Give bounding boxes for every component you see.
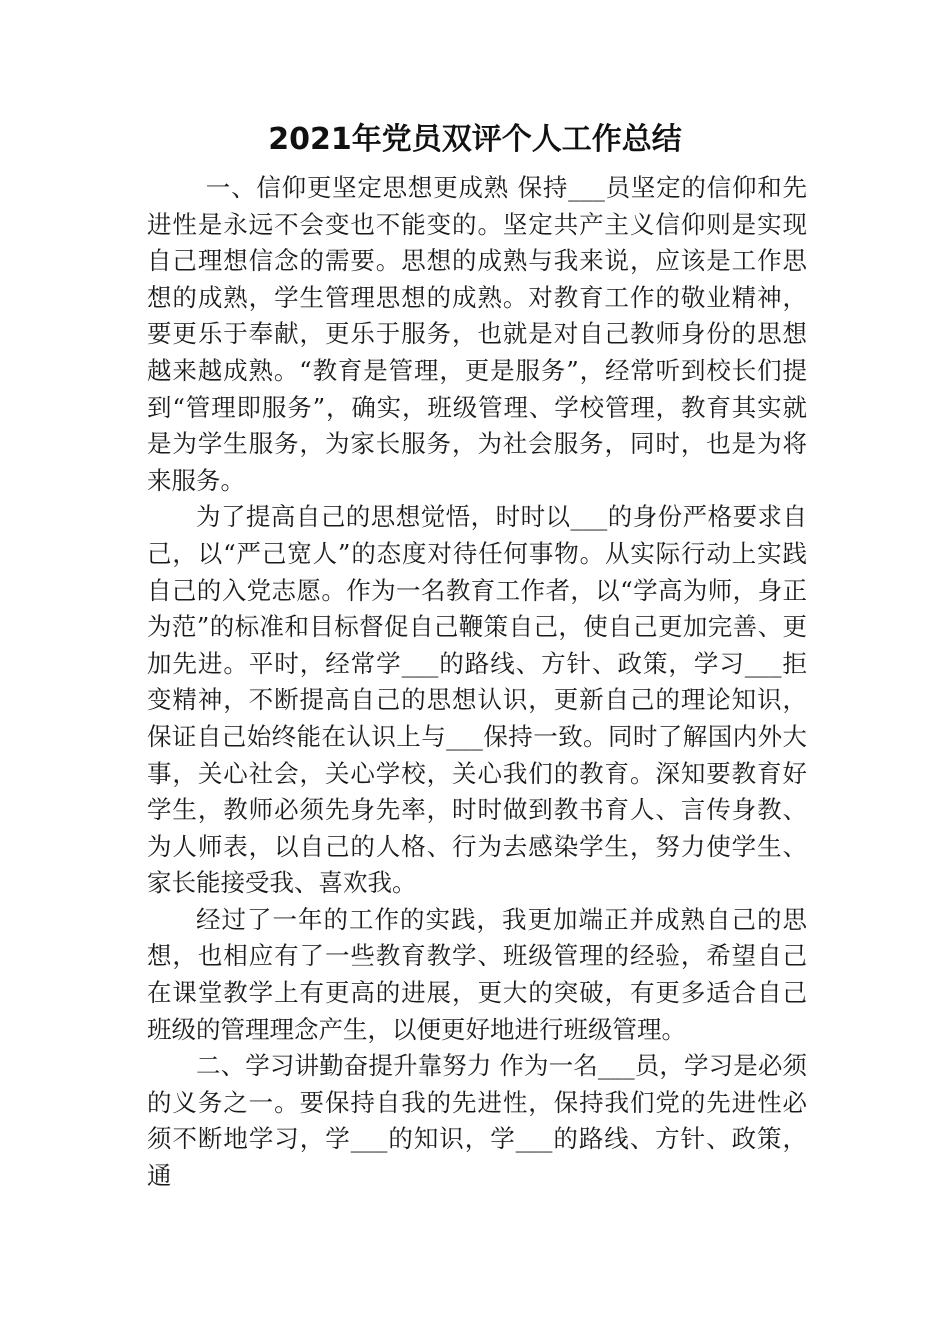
document-title: 2021年党员双评个人工作总结: [268, 122, 682, 157]
paragraph-awareness: 为了提高自己的思想觉悟，时时以___的身份严格要求自己，以“严己宽人”的态度对待任何事物。从实际行动上实践自己的入党志愿。作为一名教育工作者，以“学高为师，身正为范”的标准和目标督促自己鞭策自己，使自己更加完善、更加先进。平时，经常学___的路线、方针、政策，学习___拒变精神，不断提高自己的思想认识，更新自己的理论知识，保证自己始终能在认识上与___保持一致。同时了解国内外大事，关心社会，关心学校，关心我们的教育。深知要教育好学生，教师必须先身先率，时时做到教书育人、言传身教、为人师表，以自己的人格、行为去感染学生，努力使学生、家长能接受我、喜欢我。: [147, 502, 807, 898]
paragraph-study: 二、学习讲勤奋提升靠努力 作为一名___员，学习是必须的义务之一。要保持自我的先进性，保持我们党的先进性必须不断地学习，学___的知识，学___的路线、方针、政策，通: [147, 1051, 807, 1191]
paragraph-practice: 经过了一年的工作的实践，我更加端正并成熟自己的思想，也相应有了一些教育教学、班级管理的经验，希望自己在课堂教学上有更高的进展，更大的突破，有更多适合自己班级的管理理念产生，以便更好地进行班级管理。: [147, 904, 807, 1044]
document-body: [147, 170, 807, 1195]
paragraph-belief: 一、信仰更坚定思想更成熟 保持___员坚定的信仰和先进性是永远不会变也不能变的。坚定共产主义信仰则是实现自己理想信念的需要。思想的成熟与我来说，应该是工作思想的成熟，学生管理思想的成熟。对教育工作的敬业精神，要更乐于奉献，更乐于服务，也就是对自己教师身份的思想越来越成熟。“教育是管理，更是服务”，经常听到校长们提到“管理即服务”，确实，班级管理、学校管理，教育其实就是为学生服务，为家长服务，为社会服务，同时，也是为将来服务。: [147, 173, 807, 495]
